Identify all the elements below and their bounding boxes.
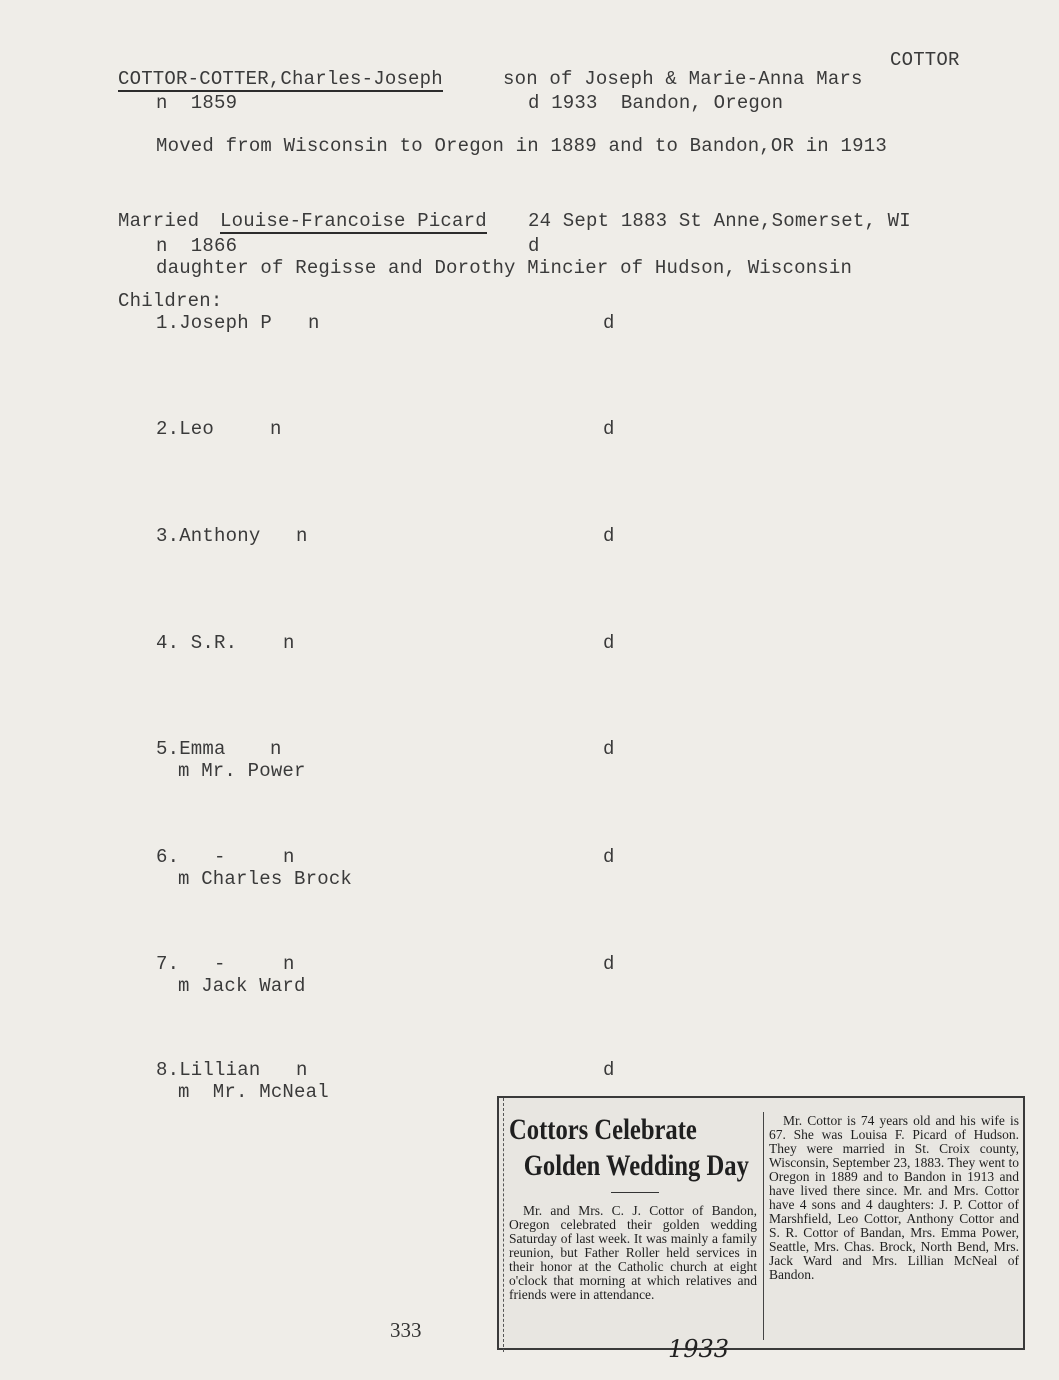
child-spouse: m Charles Brock	[178, 868, 353, 890]
child-born: n	[283, 953, 295, 975]
child-died: d	[603, 312, 615, 334]
clipping-headline	[509, 1112, 759, 1184]
marriage-details: 24 Sept 1883 St Anne,Somerset, WI	[528, 210, 911, 232]
child-born: n	[296, 525, 308, 547]
child-spouse: m Mr. Power	[178, 760, 306, 782]
child-name: 5.Emma	[156, 738, 226, 760]
clipping-column-1: Mr. and Mrs. C. J. Cottor of Bandon, Oregon celebrated their golden wedding Saturday of last week. It was mainly a family reunion, but Father Roller held services in their honor at the Catholic church at eight o'clock that morning at which relatives and friends were in attendance.	[509, 1203, 757, 1302]
child-name: 1.Joseph P	[156, 312, 273, 334]
clipping-column-divider	[763, 1112, 764, 1340]
child-died: d	[603, 738, 615, 760]
child-name: 7. -	[156, 953, 226, 975]
clipping-headline-line-2: Golden Wedding Day	[523, 1149, 749, 1182]
child-born: n	[296, 1059, 308, 1081]
subject-name: COTTOR-COTTER,Charles-Joseph	[118, 68, 443, 90]
child-died: d	[603, 525, 615, 547]
child-born: n	[283, 846, 295, 868]
child-spouse: m Jack Ward	[178, 975, 306, 997]
clipping-torn-edge	[503, 1098, 504, 1352]
child-name: 6. -	[156, 846, 226, 868]
child-name: 3.Anthony	[156, 525, 261, 547]
spouse-parents: daughter of Regisse and Dorothy Mincier of Hudson, Wisconsin	[156, 257, 853, 279]
children-label: Children:	[118, 290, 223, 312]
subject-died: d 1933 Bandon, Oregon	[528, 92, 784, 114]
child-died: d	[603, 846, 615, 868]
subject-born: n 1859	[156, 92, 238, 114]
child-name: 2.Leo	[156, 418, 215, 440]
child-name: 4. S.R.	[156, 632, 238, 654]
child-name: 8.Lillian	[156, 1059, 261, 1081]
page-number: 333	[390, 1318, 422, 1342]
child-died: d	[603, 953, 615, 975]
moved-note: Moved from Wisconsin to Oregon in 1889 and to Bandon,OR in 1913	[156, 135, 887, 157]
child-died: d	[603, 1059, 615, 1081]
clipping-rule	[611, 1192, 659, 1193]
child-born: n	[270, 738, 282, 760]
child-died: d	[603, 632, 615, 654]
surname-tag: COTTOR	[890, 49, 960, 71]
spouse-name: Louise-Francoise Picard	[220, 210, 487, 232]
clipping-headline-line-1: Cottors Celebrate	[509, 1113, 697, 1146]
handwritten-year: 1933	[668, 1335, 730, 1363]
spouse-born: n 1866	[156, 235, 238, 257]
married-label: Married	[118, 210, 200, 232]
clipping-column-2: Mr. Cottor is 74 years old and his wife is 67. She was Louisa F. Picard of Hudson. They were married in St. Croix county, Wisconsin, September 23, 1883. They went to Oregon in 1889 and to Bandon in 1913 and have lived there since. Mr. and Mrs. Cottor have 4 sons and 4 daughters: J. P. Cottor of Marshfield, Leo Cottor, Anthony Cottor and S. R. Cottor of Bandan, Mrs. Emma Power, Seattle, Mrs. Chas. Brock, North Bend, Mrs. Jack Ward and Mrs. Lillian McNeal of Bandon.	[769, 1113, 1019, 1282]
child-born: n	[283, 632, 295, 654]
child-spouse: m Mr. McNeal	[178, 1081, 329, 1103]
child-born: n	[308, 312, 320, 334]
newspaper-clipping	[497, 1096, 1025, 1350]
subject-parents: son of Joseph & Marie-Anna Mars	[503, 68, 863, 90]
child-born: n	[270, 418, 282, 440]
spouse-died: d	[528, 235, 540, 257]
child-died: d	[603, 418, 615, 440]
